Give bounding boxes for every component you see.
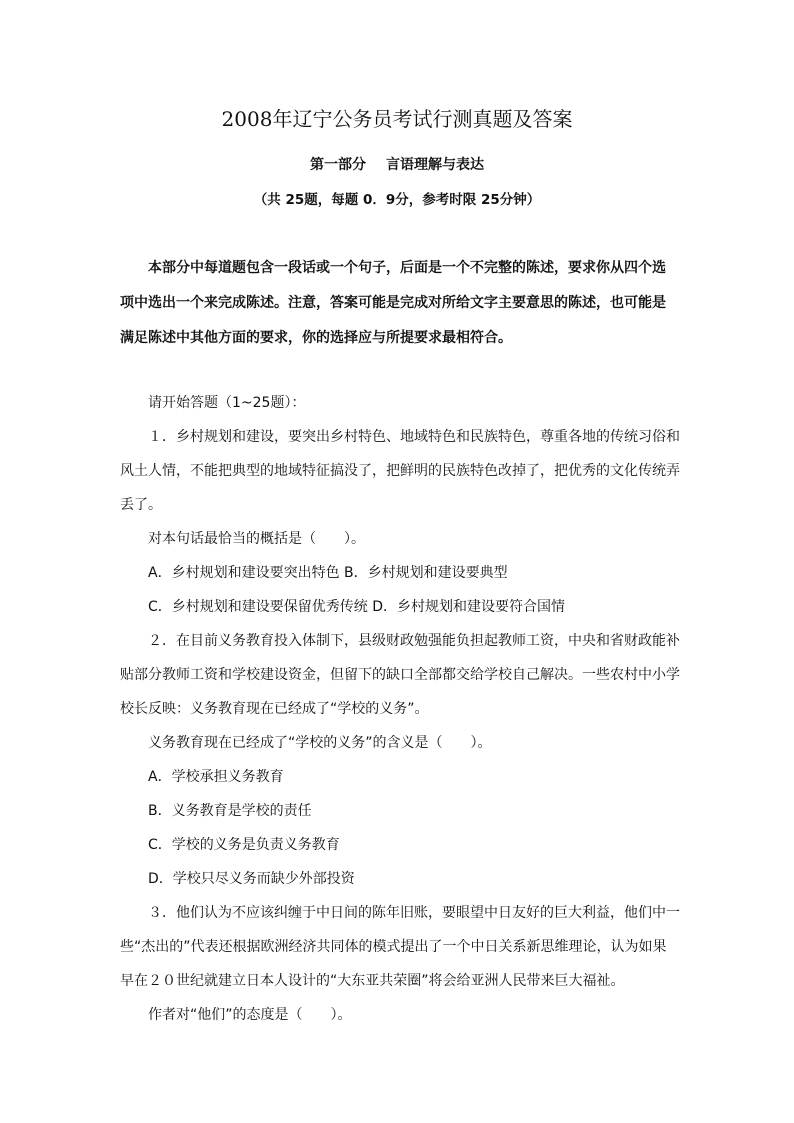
question-2-option-b: B．义务教育是学校的责任 (148, 803, 312, 819)
part-name: 第一部分 (310, 157, 366, 173)
question-2-option-d: D．学校只尽义务而缺少外部投资 (148, 871, 355, 887)
question-1-text: １．乡村规划和建设，要突出乡村特色、地域特色和民族特色，尊重各地的传统习俗和风土人情，不能把典型的地域特征搞没了，把鲜明的民族特色改掉了，把优秀的文化传统弄丢了。 (120, 429, 680, 513)
question-2-option-c: C．学校的义务是负责义务教育 (148, 837, 340, 853)
question-1-options-cd: C．乡村规划和建设要保留优秀传统 D．乡村规划和建设要符合国情 (148, 599, 566, 615)
document-title: 2008年辽宁公务员考试行测真题及答案 (221, 107, 573, 131)
question-1-stem: 对本句话最恰当的概括是（ ）。 (148, 531, 365, 547)
questions-section (120, 386, 680, 1032)
question-2-text: ２．在目前义务教育投入体制下，县级财政勉强能负担起教师工资，中央和省财政能补贴部分教师工资和学校建设资金，但留下的缺口全部都交给学校自己解决。一些农村中小学校长反映：义务教育现在已经成了“学校的义务”。 (120, 633, 680, 717)
instructions-text: 本部分中每道题包含一段话或一个句子，后面是一个不完整的陈述，要求你从四个选项中选出一个来完成陈述。注意，答案可能是完成对所给文字主要意思的陈述，也可能是满足陈述中其他方面的要求，你的选择应与所提要求最相符合。 (120, 260, 666, 346)
question-2-stem: 义务教育现在已经成了“学校的义务”的含义是（ ）。 (148, 735, 492, 751)
question-2-option-a: A．学校承担义务教育 (148, 769, 284, 785)
question-3-stem: 作者对“他们”的态度是（ ）。 (148, 1007, 352, 1023)
start-prompt: 请开始答题（1~25题）： (148, 395, 306, 411)
part-topic: 言语理解与表达 (386, 157, 484, 173)
time-limit-note: （共 25题，每题 0．9分，参考时限 25分钟） (253, 192, 541, 208)
question-1-options-ab: A．乡村规划和建设要突出特色 B．乡村规划和建设要典型 (148, 565, 508, 581)
question-3-text: ３．他们认为不应该纠缠于中日间的陈年旧账，要眼望中日友好的巨大利益，他们中一些“杰出的”代表还根据欧洲经济共同体的模式提出了一个中日关系新思维理论，认为如果早在２０世纪就建立日本人设计的“大东亚共荣圈”将会给亚洲人民带来巨大福祉。 (120, 905, 680, 989)
part-heading (0, 154, 794, 174)
instructions-paragraph (120, 251, 675, 356)
